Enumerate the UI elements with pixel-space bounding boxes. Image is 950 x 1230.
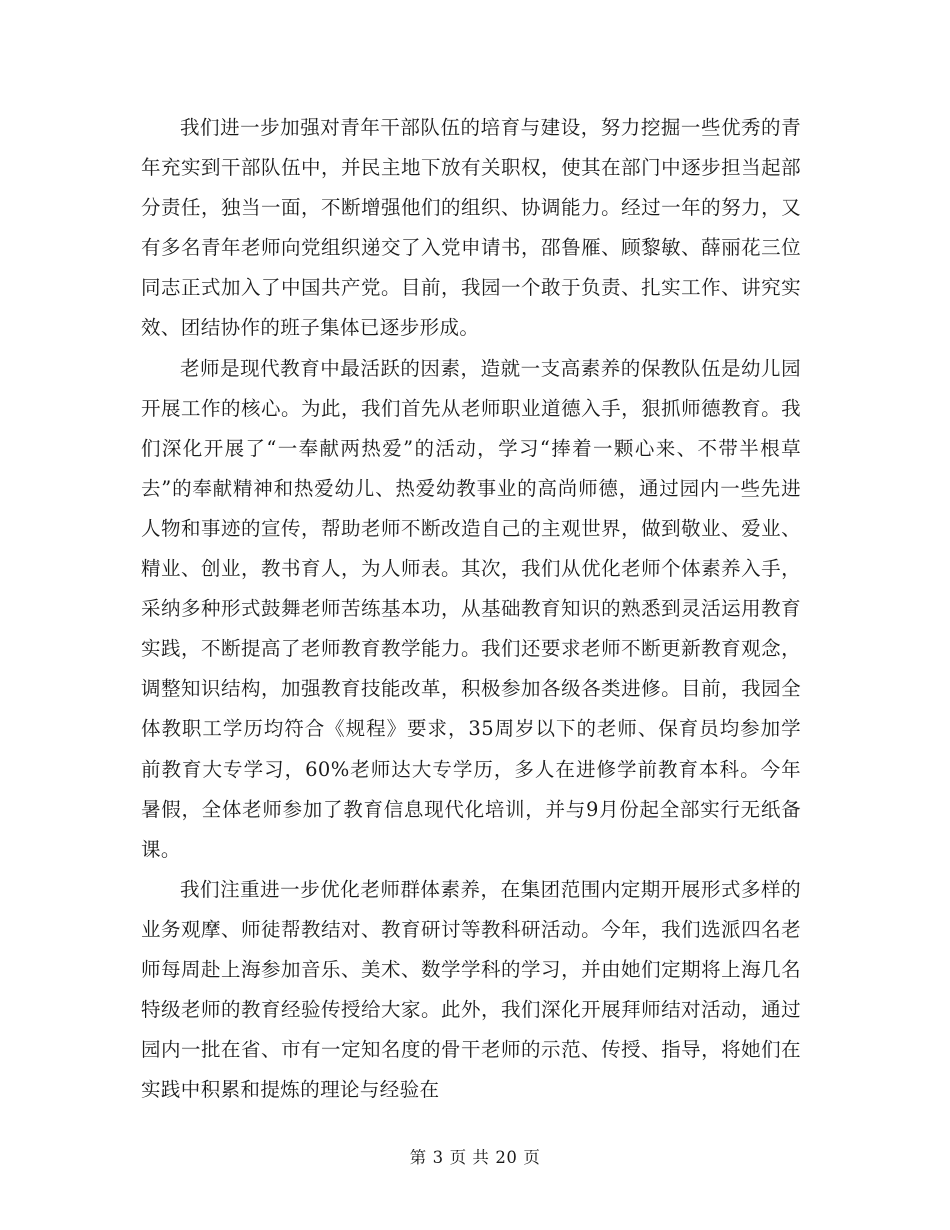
page-number-total: 20 <box>495 1148 518 1167</box>
page-number-current: 3 <box>432 1148 444 1167</box>
paragraph-1: 我们进一步加强对青年干部队伍的培育与建设，努力挖掘一些优秀的青年充实到干部队伍中，并民主地下放有关职权，使其在部门中逐步担当起部分责任，独当一面，不断增强他们的组织、协调能力。经过一年的努力，又有多名青年老师向党组织递交了入党申请书，邵鲁雁、顾黎敏、薛丽花三位同志正式加入了中国共产党。目前，我园一个敢于负责、扎实工作、讲究实效、团结协作的班子集体已逐步形成。 <box>141 116 801 340</box>
footer-prefix: 第 <box>409 1148 427 1167</box>
page-footer <box>0 1147 950 1169</box>
document-body <box>141 108 801 1110</box>
footer-middle: 页 共 <box>449 1148 490 1167</box>
paragraph-3: 我们注重进一步优化老师群体素养，在集团范围内定期开展形式多样的业务观摩、师徒帮教结对、教育研讨等教科研活动。今年，我们选派四名老师每周赴上海参加音乐、美术、数学学科的学习，并由她们定期将上海几名特级老师的教育经验传授给大家。此外，我们深化开展拜师结对活动，通过园内一批在省、市有一定知名度的骨干老师的示范、传授、指导，将她们在实践中积累和提炼的理论与经验在 <box>141 877 801 1102</box>
paragraph-2: 老师是现代教育中最活跃的因素，造就一支高素养的保教队伍是幼儿园开展工作的核心。为此，我们首先从老师职业道德入手，狠抓师德教育。我们深化开展了“一奉献两热爱”的活动，学习“捧着一颗心来、不带半根草去”的奉献精神和热爱幼儿、热爱幼教事业的高尚师德，通过园内一些先进人物和事迹的宣传，帮助老师不断改造自己的主观世界，做到敬业、爱业、精业、创业，教书育人，为人师表。其次，我们从优化老师个体素养入手，采纳多种形式鼓舞老师苦练基本功，从基础教育知识的熟悉到灵活运用教育实践，不断提高了老师教育教学能力。我们还要求老师不断更新教育观念，调整知识结构，加强教育技能改革，积极参加各级各类进修。目前，我园全体教职工学历均符合《规程》要求，35周岁以下的老师、保育员均参加学前教育大专学习，60%老师达大专学历，多人在进修学前教育本科。今年暑假，全体老师参加了教育信息现代化培训，并与9月份起全部实行无纸备课。 <box>141 356 801 861</box>
footer-suffix: 页 <box>523 1148 541 1167</box>
